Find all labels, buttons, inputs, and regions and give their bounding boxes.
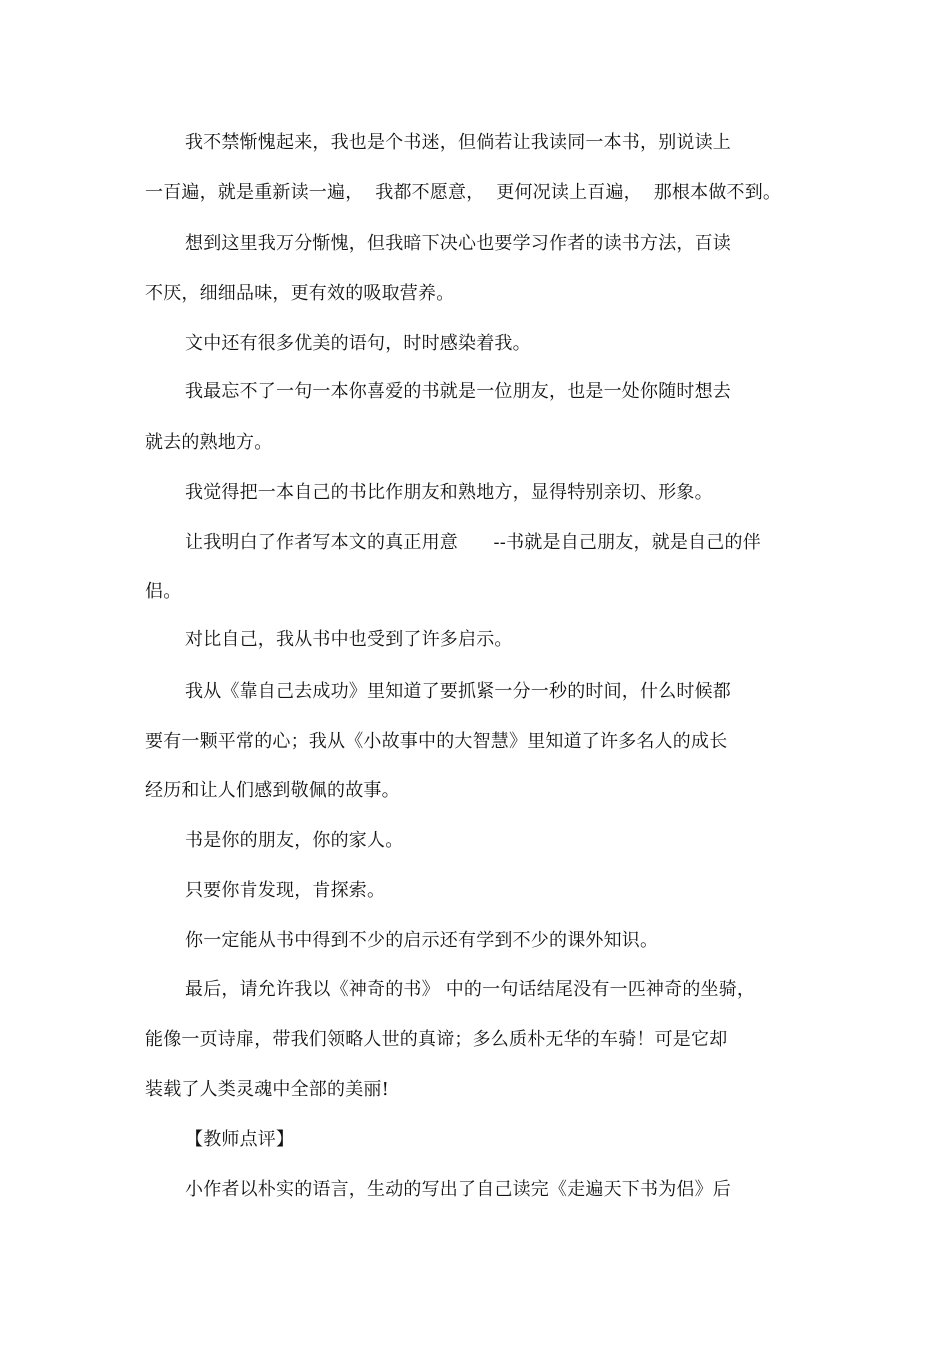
text-line: 就去的熟地方。	[145, 432, 273, 453]
text-line: 要有一颗平常的心；我从《小故事中的大智慧》里知道了许多名人的成长	[145, 731, 728, 752]
section-heading: 【教师点评】	[185, 1129, 295, 1150]
text-line: 对比自己，我从书中也受到了许多启示。	[185, 629, 513, 650]
text-line: 小作者以朴实的语言，生动的写出了自己读完《走遍天下书为侣》后	[185, 1179, 731, 1200]
text-line: 你一定能从书中得到不少的启示还有学到不少的课外知识。	[185, 930, 659, 951]
text-line: 想到这里我万分惭愧，但我暗下决心也要学习作者的读书方法，百读	[185, 233, 731, 254]
text-line: 经历和让人们感到敬佩的故事。	[145, 780, 400, 801]
text-line: 让我明白了作者写本文的真正用意 --书就是自己朋友，就是自己的伴	[185, 532, 761, 553]
text-line: 我不禁惭愧起来，我也是个书迷，但倘若让我读同一本书，别说读上	[185, 132, 731, 153]
text-line: 侣。	[145, 581, 182, 602]
text-line: 我觉得把一本自己的书比作朋友和熟地方，显得特别亲切、形象。	[185, 482, 713, 503]
text-line: 装载了人类灵魂中全部的美丽!	[145, 1079, 390, 1100]
text-line: 我从《靠自己去成功》里知道了要抓紧一分一秒的时间，什么时候都	[185, 681, 731, 702]
text-line: 只要你肯发现，肯探索。	[185, 880, 386, 901]
text-line: 书是你的朋友，你的家人。	[185, 830, 404, 851]
text-line: 一百遍，就是重新读一遍， 我都不愿意， 更何况读上百遍， 那根本做不到。	[145, 182, 782, 203]
text-line: 我最忘不了一句一本你喜爱的书就是一位朋友，也是一处你随时想去	[185, 381, 731, 402]
text-line: 最后，请允许我以《神奇的书》 中的一句话结尾没有一匹神奇的坐骑，	[185, 979, 756, 1000]
text-line: 不厌，细细品味，更有效的吸取营养。	[145, 283, 455, 304]
text-line: 文中还有很多优美的语句，时时感染着我。	[185, 333, 531, 354]
text-line: 能像一页诗扉，带我们领略人世的真谛；多么质朴无华的车骑！可是它却	[145, 1029, 728, 1050]
